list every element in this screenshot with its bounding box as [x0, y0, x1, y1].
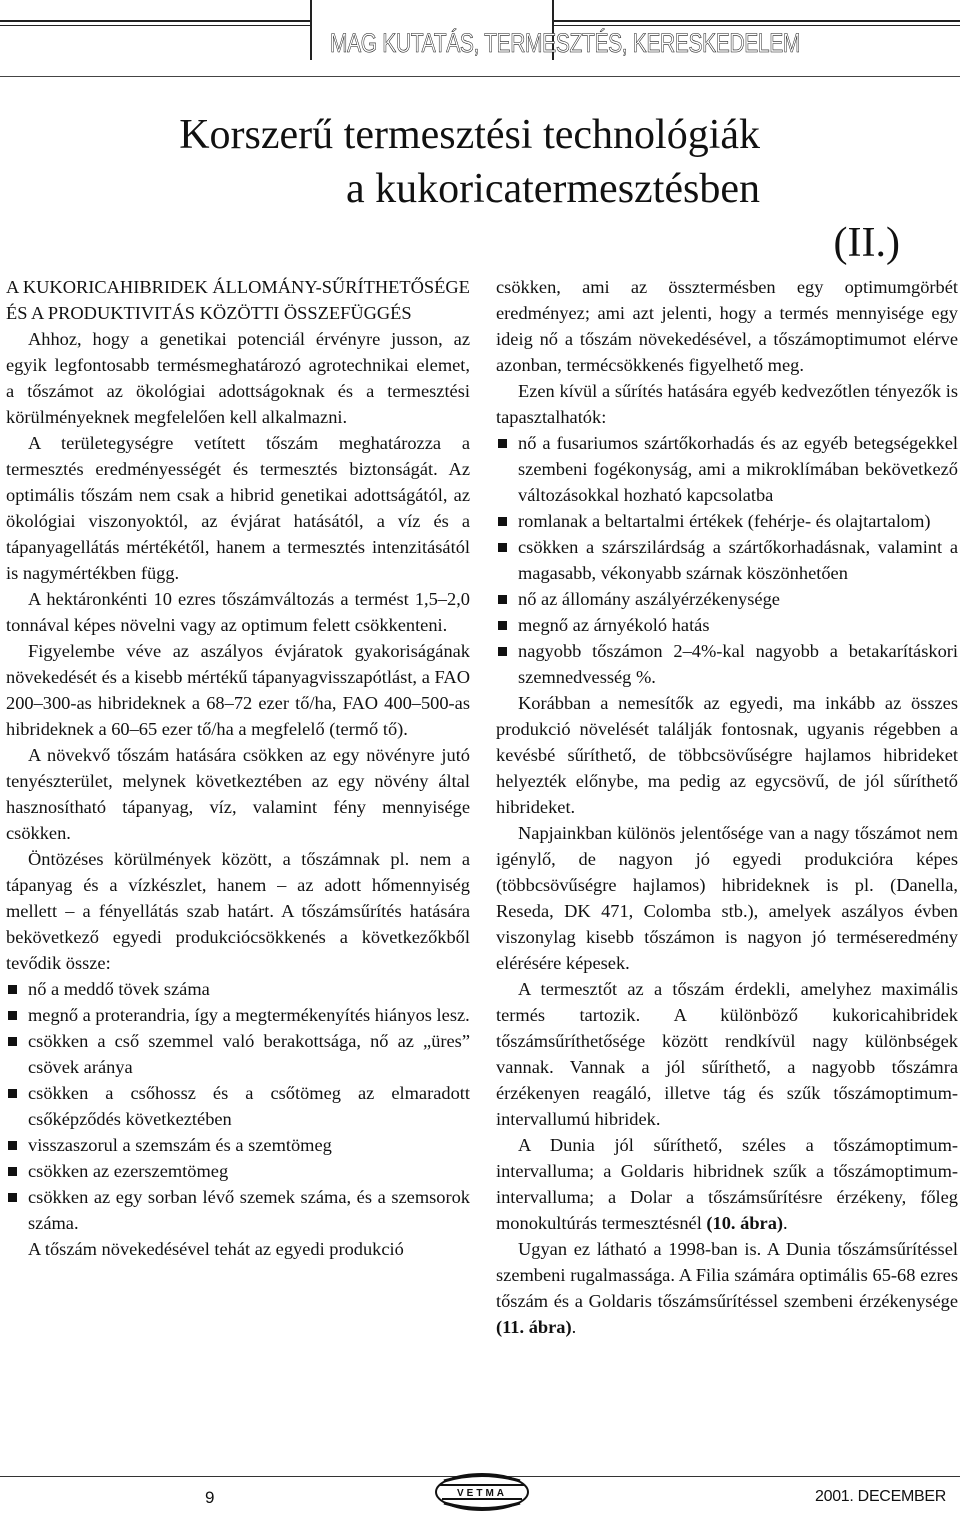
list-item: nő az állomány aszályérzékenysége: [496, 586, 958, 612]
paragraph: [496, 1132, 958, 1236]
paragraph: csökken, ami az össztermésben egy optimumgörbét eredményez; ami azt jelenti, hogy a termés mennyisége egy ideig nő a tőszám növekedésével, a tőszámoptimumot elérve azonban, termécsökkenés figyelhető meg.: [496, 277, 958, 375]
list-item: nő a fusariumos szártőkorhadás és az egyéb betegségekkel szembeni fogékonyság, ami a mikroklímában bekövetkező változásokkal hozható kapcsolatba: [496, 430, 958, 508]
paragraph-text: Ugyan ez látható a 1998-ban is. A Dunia tőszámsűrítéssel szembeni rugalmassága. A Filia számára optimális 65-68 ezres tőszám és a Goldaris tőszámsűrítéssel szembeni érzékenysége: [496, 1239, 958, 1311]
page-number: 9: [205, 1488, 215, 1507]
paragraph: A növekvő tőszám hatására csökken az egy növényre jutó tenyészterület, melynek következtében az egy növény által hasznosítható tápanyag, víz, valamint fény mennyisége csökken.: [6, 745, 470, 843]
list-item: csökken az ezerszemtömeg: [6, 1158, 470, 1184]
bullet-list: [6, 976, 470, 1236]
list-item: romlanak a beltartalmi értékek (fehérje- és olajtartalom): [496, 508, 958, 534]
right-column: [496, 274, 958, 1340]
list-item: megnő az árnyékoló hatás: [496, 612, 958, 638]
paragraph: Öntözéses körülmények között, a tőszámnak pl. nem a tápanyag és a vízkészlet, hanem – az adott hőmennyiség mellett – a fényellátás szab határt. A tőszámsűrítés hatására bekövetkező egyedi produkciócsökkenés a következőkből tevődik össze:: [6, 849, 470, 973]
list-item: nagyobb tőszámon 2–4%-kal nagyobb a betakarításkori szemnedvesség %.: [496, 638, 958, 690]
paragraph: Figyelembe véve az aszályos évjáratok gyakoriságának növekedését és a kisebb mértékű tápanyagvisszapótlást, a FAO 200–300-as hibrideknek a 68–72 ezer tő/ha, FAO 400–500-as hibrideknek a 60–65 ezer tő/ha a megfelelő (termő tő).: [6, 641, 470, 739]
title-line-2: a kukoricatermesztésben: [346, 166, 760, 212]
paragraph: A hektáronkénti 10 ezres tőszámváltozás a termést 1,5–2,0 tonnával képes növelni vagy az optimum felett csökkenteni.: [6, 589, 470, 635]
logo-text: VETMA: [457, 1488, 507, 1499]
journal-title: MAG KUTATÁS, TERMESZTÉS, KERESKEDELEM: [330, 28, 801, 58]
paragraph: A területegységre vetített tőszám meghatározza a termesztés eredményességét és termesztés biztonságát. Az optimális tőszám nem csak a hibrid genetikai adottságától, az ökológiai viszonyoktól, az évjárat hatásától, a víz és a tápanyagellátás mértékétől, hanem a termesztés intenzitásától is nagymértékben függ.: [6, 433, 470, 583]
paragraph-text: A Dunia jól sűríthető, széles a tőszámoptimum-intervalluma; a Goldaris hibridnek szűk a tőszámoptimum-intervalluma; a Dolar a tőszámsűrítésre érzékeny, főleg monokultúrás termesztésnél: [496, 1135, 958, 1233]
paragraph: [496, 1236, 958, 1340]
list-item: csökken a szárszilárdság a szártőkorhadásnak, valamint a magasabb, vékonyabb szárnak köszönhetően: [496, 534, 958, 586]
paragraph: A termesztőt az a tőszám érdekli, amelyhez maximális termés tartozik. A különböző kukoricahibridek tőszámsűríthetősége között rendkívül nagy különbségek vannak. Vannak a jól sűríthető, a nagyobb tőszámra érzékenyen reagáló, illetve tág és szűk tőszámoptimum-intervallumú hibridek.: [496, 979, 958, 1129]
list-item: csökken az egy sorban lévő szemek száma, és a szemsorok száma.: [6, 1184, 470, 1236]
paragraph: Ezen kívül a sűrítés hatására egyéb kedvezőtlen tényezők is tapasztalhatók:: [496, 381, 958, 427]
figure-reference[interactable]: (10. ábra): [706, 1213, 784, 1233]
figure-reference[interactable]: (11. ábra): [496, 1317, 572, 1337]
paragraph: Korábban a nemesítők az egyedi, ma inkább az összes produkció növelését találják fontosnak, ugyanis régebben a kevésbé sűríthető, de többcsövűségre hajlamos hibrideket helyezték előnybe, ma pedig az egycsövű, de jól sűríthető hibrideket.: [496, 693, 958, 817]
paragraph-end: .: [571, 1317, 577, 1337]
article-title: [179, 108, 900, 266]
vetma-logo-icon: [432, 1472, 532, 1512]
left-column: [6, 274, 470, 1262]
section-heading: A KUKORICAHIBRIDEK ÁLLOMÁNY-SŰRÍTHETŐSÉGE ÉS A PRODUKTIVITÁS KÖZÖTTI ÖSSZEFÜGGÉS: [6, 277, 470, 323]
issue-date: 2001. DECEMBER: [815, 1488, 946, 1505]
title-line-3: (II.): [833, 220, 900, 266]
paragraph: A tőszám növekedésével tehát az egyedi produkció: [28, 1239, 404, 1259]
paragraph: Napjainkban különös jelentősége van a nagy tőszámot nem igénylő, de nagyon jó egyedi produkcióra képes (többcsövűségre hajlamos) hibrideknek is pl. (Danella, Reseda, DK 471, Colomba stb.), amelyek aszályos évben viszonylag kisebb tőszámon is nagyon jó terméseredmény elérésére képesek.: [496, 823, 958, 973]
paragraph-end: .: [783, 1213, 788, 1233]
list-item: csökken a csőhossz és a csőtömeg az elmaradott csőképződés következtében: [6, 1080, 470, 1132]
list-item: nő a meddő tövek száma: [6, 976, 470, 1002]
bullet-list: [496, 430, 958, 690]
paragraph: Ahhoz, hogy a genetikai potenciál érvényre jusson, az egyik legfontosabb termésmeghatározó agrotechnikai elemet, a tőszámot az ökológiai adottságoknak és a termesztési körülményeknek megfelelően kell alkalmazni.: [6, 329, 470, 427]
title-line-1: Korszerű termesztési technológiák: [179, 112, 760, 158]
list-item: megnő a proterandria, így a megtermékenyítés hiányos lesz.: [6, 1002, 470, 1028]
list-item: visszaszorul a szemszám és a szemtömeg: [6, 1132, 470, 1158]
list-item: csökken a cső szemmel való berakottsága, nő az „üres” csövek aránya: [6, 1028, 470, 1080]
